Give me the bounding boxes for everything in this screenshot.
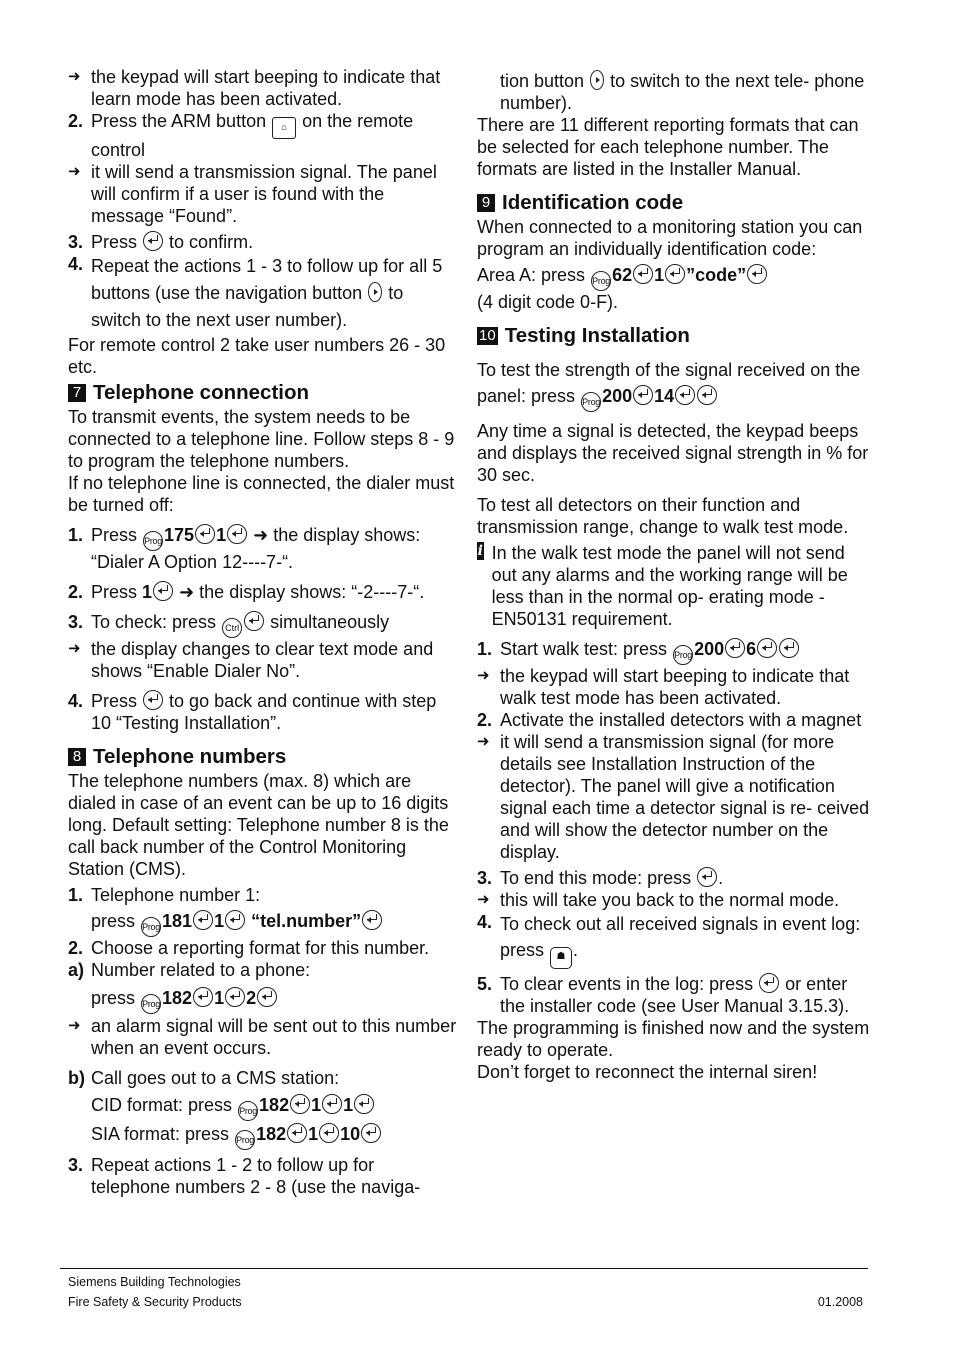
- footer-company: Siemens Building Technologies: [68, 1275, 241, 1289]
- step-item: a) Number related to a phone: press Prog 182 1 2: [68, 959, 458, 1015]
- enter-key-icon: [354, 1094, 374, 1114]
- prog-key-icon: Prog: [673, 645, 693, 665]
- section-telephone-connection: 7 Telephone connection: [68, 380, 458, 406]
- step-item: 4. Repeat the actions 1 - 3 to follow up for all 5 buttons (use the navigation button to switch to the next user number).: [68, 254, 443, 330]
- prog-key-icon: Prog: [581, 392, 601, 412]
- enter-key-icon: [290, 1094, 310, 1114]
- info-icon: i: [477, 543, 483, 559]
- step-item: 3. To check: press Ctrl simultaneously: [68, 611, 458, 638]
- prog-key-icon: Prog: [143, 531, 163, 551]
- prog-key-icon: Prog: [141, 917, 161, 937]
- continued-step: tion button to switch to the next tele- phone number).: [500, 71, 865, 113]
- arrow-right-icon: ➜: [68, 163, 81, 180]
- area-a-line: Area A: press Prog 62 1 ”code”: [477, 260, 872, 291]
- enter-key-icon: [633, 264, 653, 284]
- prog-key-icon: Prog: [591, 271, 611, 291]
- enter-key-icon: [193, 987, 213, 1007]
- section-number-badge: 10: [479, 327, 496, 344]
- arm-button-icon: ⌂: [272, 117, 296, 139]
- enter-key-icon: [757, 638, 777, 658]
- enter-key-icon: [193, 910, 213, 930]
- step-item: 4. Press to go back and continue with step 10 “Testing Installation”.: [68, 691, 437, 733]
- enter-key-icon: [697, 867, 717, 887]
- enter-key-icon: [697, 385, 717, 405]
- enter-key-icon: [225, 987, 245, 1007]
- arrow-right-icon: ➜: [253, 525, 269, 545]
- step-item: 2. Choose a reporting format for this number.: [68, 938, 430, 958]
- step-item: 2. Press 1 ➜ the display shows: “-2----7-“.: [68, 582, 425, 602]
- enter-key-icon: [725, 638, 745, 658]
- enter-key-icon: [779, 638, 799, 658]
- step-item: 3. Repeat actions 1 - 2 to follow up for telephone numbers 2 - 8 (use the naviga-: [68, 1155, 421, 1197]
- enter-key-icon: [633, 385, 653, 405]
- prog-key-icon: Prog: [235, 1130, 255, 1150]
- result-note: ➜ an alarm signal will be sent out to this number when an event occurs.: [68, 1016, 457, 1058]
- step-item: 2. Press the ARM button ⌂ on the remote control: [68, 111, 414, 160]
- step-item: 5. To clear events in the log: press or enter the installer code (see User Manual 3.15.3).: [477, 974, 850, 1016]
- step-item: 3. To end this mode: press .: [477, 868, 724, 888]
- enter-key-icon: [195, 524, 215, 544]
- section-number-badge: 7: [68, 384, 86, 402]
- arrow-right-icon: ➜: [477, 667, 490, 684]
- footer-division: Fire Safety & Security Products: [68, 1295, 242, 1309]
- result-note: ➜ the display changes to clear text mode and shows “Enable Dialer No”.: [68, 639, 434, 681]
- result-note: ➜ this will take you back to the normal mode.: [477, 890, 840, 910]
- remote-control-note: For remote control 2 take user numbers 26 - 30 etc.: [68, 335, 446, 377]
- right-column: tion button to switch to the next tele- phone number). There are 11 different reporting formats that can be selected for each telephone number. The formats are listed in the Installer Manual. 9 Identification code When connected to a monitoring station you can program an individually identification code: Area A: press Prog 62 1 ”code” (4 digit code 0-F). 10 Testing Installation To test the strength of the signal received on the panel: press Prog 200 14 Any time a signal is detected, the keypad beeps and displays the received signal strength in % for 30 sec. To test all detectors on their function and transmission range, change to walk test mode. i In the walk test mode the panel will not send out any alarms and the working range will be less than in the normal op- erating mode - EN50131 requirement. 1. Start walk test: press Prog 200 6 ➜ the keypad will start beeping to indicate that walk test mode has been activated. 2. Activate the installed detectors with a magnet ➜ it will send a transmission signal (for more details see Installation Instruction of the detector). The panel will give a notification signal each time a detector signal is re- ceived and will show the detector number on the display. 3. To end this mode: press . ➜ this will take you back to the normal mode. 4. To check out all received signals in event log: press ☗ . 5. To clear events in the log: press or enter the installer code (see User Manual 3.15.3). The programming is finished now and the system ready to operate. Don’t forget to reconnect the internal siren!: [477, 70, 872, 1083]
- enter-key-icon: [257, 987, 277, 1007]
- arrow-right-icon: ➜: [68, 640, 81, 657]
- enter-key-icon: [322, 1094, 342, 1114]
- prog-key-icon: Prog: [141, 994, 161, 1014]
- left-column: ➜ the keypad will start beeping to indicate that learn mode has been activated. 2. Press the ARM button ⌂ on the remote control ➜ it will send a transmission signal. The panel will confirm if a user is found with the message “Found”. 3. Press to confirm. 4. Repeat the actions 1 - 3 to follow up for all 5 buttons (use the navigation button to switch to the next user number). For remote control 2 take user numbers 26 - 30 etc. 7 Telephone connection To transmit events, the system needs to be connected to a telephone line. Follow steps 8 - 9 to program the telephone numbers. If no telephone line is connected, the dialer must be turned off: 1. Press Prog 175 1 ➜ the display shows: “Dialer A Option 12----7-“. 2. Press 1 ➜ the display shows: “-2----7-“. 3. To check: press Ctrl simultaneously ➜ the display changes to clear text mode and shows “Enable Dialer No”. 4. Press to go back and continue with step 10 “Testing Installation”. 8 Telephone numbers The telephone numbers (max. 8) which are dialed in case of an event can be up to 16 digits long. Default setting: Telephone number 8 is the call back number of the Control Monitoring Station (CMS). 1. Telephone number 1: press Prog 181 1 “tel.number” 2. Choose a reporting format for this number. a) Number related to a phone: press Prog 182 1 2 ➜ an alarm signal will be sent out to this number when an event occurs. b) Call goes out to a CMS station: CID format: press Prog 182 1 1 SIA format: press Prog 182 1 10 3. Repeat actions 1 - 2 to follow up for telephone numbers 2 - 8 (use the naviga-: [68, 67, 457, 1197]
- enter-key-icon: [143, 231, 163, 251]
- enter-key-icon: [361, 1123, 381, 1143]
- enter-key-icon: [319, 1123, 339, 1143]
- step-item: 1. Press Prog 175 1 ➜ the display shows: “Dialer A Option 12----7-“.: [68, 525, 421, 572]
- enter-key-icon: [665, 264, 685, 284]
- enter-key-icon: [675, 385, 695, 405]
- prog-key-icon: Prog: [238, 1101, 258, 1121]
- step-item: 4. To check out all received signals in event log: press ☗ .: [477, 911, 872, 969]
- result-note: ➜ the keypad will start beeping to indicate that learn mode has been activated.: [68, 67, 441, 109]
- nav-right-icon: [368, 282, 382, 302]
- nav-right-icon: [590, 70, 604, 90]
- arrow-right-icon: ➜: [68, 1017, 81, 1034]
- enter-key-icon: [227, 524, 247, 544]
- enter-key-icon: [153, 581, 173, 601]
- enter-key-icon: [143, 690, 163, 710]
- step-item: 2. Activate the installed detectors with a magnet: [477, 710, 862, 730]
- step-item: b) Call goes out to a CMS station: CID format: press Prog 182 1 1 SIA format: press Prog 182 1 10: [68, 1067, 458, 1150]
- footer-date: 01.2008: [817, 1295, 863, 1309]
- event-log-icon: ☗: [550, 947, 572, 969]
- section-number-badge: 9: [477, 194, 495, 212]
- arrow-right-icon: ➜: [477, 733, 490, 750]
- enter-key-icon: [287, 1123, 307, 1143]
- arrow-right-icon: ➜: [179, 582, 195, 602]
- step-item: 1. Telephone number 1: press Prog 181 1 “tel.number”: [68, 884, 458, 937]
- result-note: ➜ it will send a transmission signal (for more details see Installation Instruction of the detector). The panel will give a notification signal each time a detector signal is re- ceived and will show the detector number on the display.: [477, 732, 870, 862]
- section-telephone-numbers: 8 Telephone numbers: [68, 744, 458, 770]
- arrow-right-icon: ➜: [68, 68, 81, 85]
- section-number-badge: 8: [68, 748, 86, 766]
- section-testing-installation: 10 Testing Installation: [479, 324, 690, 347]
- section-identification-code: 9 Identification code: [477, 190, 872, 216]
- arrow-right-icon: ➜: [477, 891, 490, 908]
- step-item: 1. Start walk test: press Prog 200 6: [477, 638, 872, 665]
- enter-key-icon: [759, 973, 779, 993]
- enter-key-icon: [747, 264, 767, 284]
- result-note: ➜ the keypad will start beeping to indicate that walk test mode has been activated.: [477, 666, 850, 708]
- enter-key-icon: [244, 611, 264, 631]
- footer-divider: [60, 1268, 868, 1269]
- step-item: 3. Press to confirm.: [68, 232, 254, 252]
- result-note: ➜ it will send a transmission signal. The panel will confirm if a user is found with the message “Found”.: [68, 162, 437, 226]
- info-note: i In the walk test mode the panel will not send out any alarms and the working range will be less than in the normal op- erating mode - EN50131 requirement.: [477, 543, 848, 629]
- enter-key-icon: [362, 910, 382, 930]
- enter-key-icon: [225, 910, 245, 930]
- ctrl-key-icon: Ctrl: [222, 618, 242, 638]
